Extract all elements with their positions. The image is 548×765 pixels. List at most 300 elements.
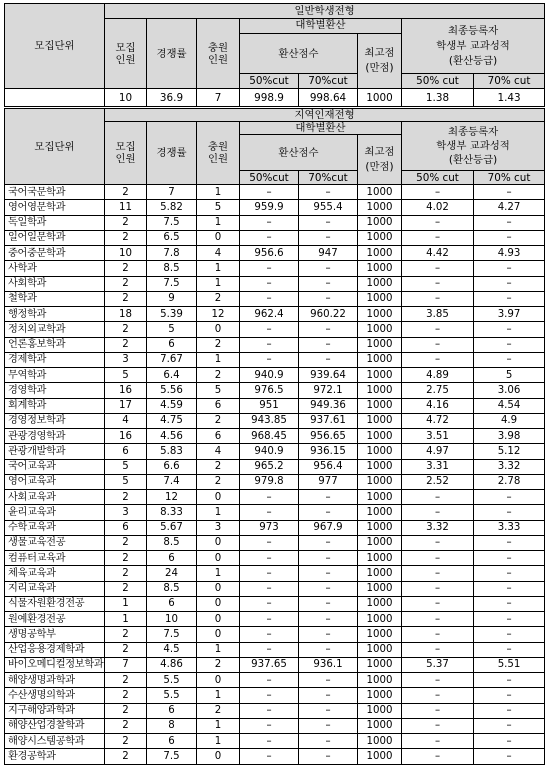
- table-cell: 10: [105, 246, 147, 261]
- table-cell: 7: [147, 185, 197, 200]
- table-cell: 16: [105, 383, 147, 398]
- dept-header: 모집단위: [5, 109, 105, 185]
- dept-cell: 행정학과: [5, 307, 105, 322]
- table-cell: 3.32: [474, 459, 545, 474]
- dept-cell: 컴퓨터교육과: [5, 551, 105, 566]
- final-reg-header: 최종등록자 학생부 교과성적 (환산등급): [402, 122, 545, 171]
- table-cell: 2: [105, 490, 147, 505]
- table-cell: 4: [197, 444, 240, 459]
- table-row: [5, 261, 545, 276]
- regional-section-title: 지역인재전형: [105, 109, 545, 122]
- table-cell: 962.4: [240, 307, 299, 322]
- table-cell: 1000: [358, 673, 402, 688]
- table-row: [5, 89, 545, 107]
- cut50-header: 50%cut: [240, 171, 299, 185]
- table-cell: –: [240, 291, 299, 306]
- table-cell: –: [402, 566, 474, 581]
- table-cell: 1: [197, 276, 240, 291]
- table-cell: 1: [105, 596, 147, 611]
- table-row: [5, 230, 545, 245]
- table-cell: –: [299, 627, 358, 642]
- table-row: [5, 276, 545, 291]
- table-cell: –: [474, 688, 545, 703]
- conversion-header: 대학별환산: [240, 122, 402, 135]
- table-cell: 1000: [358, 505, 402, 520]
- dept-cell: 해양산업경찰학과: [5, 718, 105, 733]
- table-cell: –: [240, 627, 299, 642]
- table-cell: 1000: [358, 89, 402, 107]
- table-cell: 0: [197, 322, 240, 337]
- table-cell: 965.2: [240, 459, 299, 474]
- table-cell: 2: [105, 291, 147, 306]
- table-cell: –: [299, 749, 358, 764]
- table-cell: 4.75: [147, 413, 197, 428]
- table-row: [5, 703, 545, 718]
- table-cell: 956.65: [299, 429, 358, 444]
- table-row: [5, 566, 545, 581]
- table-cell: 2: [105, 322, 147, 337]
- table-row: [5, 581, 545, 596]
- table-cell: 976.5: [240, 383, 299, 398]
- table-cell: 2: [105, 337, 147, 352]
- table-cell: 3: [105, 352, 147, 367]
- table-cell: 7.5: [147, 215, 197, 230]
- table-cell: 3: [197, 520, 240, 535]
- table-cell: –: [474, 612, 545, 627]
- table-cell: 936.1: [299, 657, 358, 672]
- table-cell: 1000: [358, 535, 402, 550]
- table-cell: –: [240, 566, 299, 581]
- table-cell: 6: [105, 520, 147, 535]
- table-cell: 1000: [358, 688, 402, 703]
- table-cell: 11: [105, 200, 147, 215]
- table-cell: 2: [105, 230, 147, 245]
- table-cell: 6: [147, 734, 197, 749]
- table-cell: 951: [240, 398, 299, 413]
- table-cell: 7.8: [147, 246, 197, 261]
- table-cell: –: [299, 566, 358, 581]
- table-cell: 3: [105, 505, 147, 520]
- dept-cell: 중어중문학과: [5, 246, 105, 261]
- table-cell: –: [240, 688, 299, 703]
- table-row: [5, 535, 545, 550]
- table-cell: 2: [105, 749, 147, 764]
- dept-cell: 영어영문학과: [5, 200, 105, 215]
- table-cell: 12: [147, 490, 197, 505]
- table-cell: 12: [197, 307, 240, 322]
- table-cell: –: [299, 718, 358, 733]
- table-cell: 2: [197, 703, 240, 718]
- table-cell: 2: [105, 535, 147, 550]
- table-cell: –: [474, 535, 545, 550]
- dept-cell: 해양시스템공학과: [5, 734, 105, 749]
- table-cell: –: [402, 642, 474, 657]
- table-cell: –: [474, 490, 545, 505]
- table-cell: –: [299, 215, 358, 230]
- cut50-header: 50%cut: [240, 74, 299, 89]
- table-cell: –: [240, 581, 299, 596]
- table-cell: 2: [197, 337, 240, 352]
- table-cell: 0: [197, 535, 240, 550]
- table-cell: 1: [197, 718, 240, 733]
- table-cell: 1000: [358, 566, 402, 581]
- table-cell: 1000: [358, 322, 402, 337]
- quota-header: 모집 인원: [105, 122, 147, 185]
- table-cell: 5.5: [147, 688, 197, 703]
- table-cell: 1000: [358, 474, 402, 489]
- dept-cell: 일어일문학과: [5, 230, 105, 245]
- table-cell: 2: [105, 703, 147, 718]
- table-cell: –: [299, 551, 358, 566]
- table-cell: 4.59: [147, 398, 197, 413]
- table-cell: –: [474, 322, 545, 337]
- table-cell: 2.52: [402, 474, 474, 489]
- table-cell: 7: [197, 89, 240, 107]
- table-cell: 2.75: [402, 383, 474, 398]
- table-cell: –: [299, 185, 358, 200]
- table-cell: 1: [105, 612, 147, 627]
- table-cell: 5: [105, 474, 147, 489]
- table-cell: 1000: [358, 551, 402, 566]
- table-row: [5, 291, 545, 306]
- table-cell: 3.32: [402, 520, 474, 535]
- table-cell: 5.67: [147, 520, 197, 535]
- table-row: [5, 642, 545, 657]
- dept-cell: 수학교육과: [5, 520, 105, 535]
- table-row: [5, 398, 545, 413]
- table-cell: 6: [147, 337, 197, 352]
- table-cell: 5: [105, 459, 147, 474]
- fill-header: 충원 인원: [197, 122, 240, 185]
- dept-cell: 정치외교학과: [5, 322, 105, 337]
- table-cell: –: [474, 505, 545, 520]
- table-cell: 4.93: [474, 246, 545, 261]
- table-cell: 1000: [358, 276, 402, 291]
- table-row: [5, 246, 545, 261]
- table-cell: –: [402, 612, 474, 627]
- table-cell: 1000: [358, 627, 402, 642]
- table-row: [5, 505, 545, 520]
- dept-cell: 지구해양과학과: [5, 703, 105, 718]
- table-cell: –: [402, 535, 474, 550]
- table-cell: 5: [197, 383, 240, 398]
- table-cell: 1000: [358, 215, 402, 230]
- table-cell: –: [402, 276, 474, 291]
- table-cell: 960.22: [299, 307, 358, 322]
- max-score-header: 최고점 (만점): [358, 135, 402, 185]
- table-cell: –: [474, 627, 545, 642]
- table-cell: 36.9: [147, 89, 197, 107]
- table-cell: 2: [197, 368, 240, 383]
- table-cell: –: [240, 322, 299, 337]
- table-cell: –: [402, 291, 474, 306]
- table-cell: –: [402, 703, 474, 718]
- table-cell: 1: [197, 688, 240, 703]
- table-cell: 2: [105, 261, 147, 276]
- table-cell: 1000: [358, 230, 402, 245]
- table-cell: 937.65: [240, 657, 299, 672]
- table-cell: 0: [197, 749, 240, 764]
- table-cell: 956.4: [299, 459, 358, 474]
- table-cell: 4.54: [474, 398, 545, 413]
- table-cell: –: [299, 352, 358, 367]
- table-cell: –: [474, 566, 545, 581]
- table-cell: 1000: [358, 459, 402, 474]
- table-cell: 0: [197, 627, 240, 642]
- dept-cell: 수산생명의학과: [5, 688, 105, 703]
- table-cell: 1: [197, 352, 240, 367]
- table-cell: –: [299, 490, 358, 505]
- table-cell: 7.4: [147, 474, 197, 489]
- table-cell: –: [299, 703, 358, 718]
- table-cell: 2: [197, 291, 240, 306]
- table-cell: –: [240, 734, 299, 749]
- table-cell: 4.02: [402, 200, 474, 215]
- table-cell: –: [299, 230, 358, 245]
- table-row: [5, 185, 545, 200]
- table-row: [5, 215, 545, 230]
- table-cell: –: [474, 581, 545, 596]
- grade-cut50-header: 50% cut: [402, 74, 474, 89]
- table-cell: 1000: [358, 642, 402, 657]
- table-row: [5, 749, 545, 764]
- table-cell: 7.5: [147, 749, 197, 764]
- table-cell: 5.56: [147, 383, 197, 398]
- table-cell: 1000: [358, 612, 402, 627]
- dept-cell: 사회학과: [5, 276, 105, 291]
- table-cell: 979.8: [240, 474, 299, 489]
- table-cell: –: [299, 673, 358, 688]
- table-row: [5, 429, 545, 444]
- dept-cell: 국어국문학과: [5, 185, 105, 200]
- table-cell: 1000: [358, 596, 402, 611]
- table-row: [5, 474, 545, 489]
- table-cell: 2.78: [474, 474, 545, 489]
- table-cell: 2: [105, 688, 147, 703]
- general-admission-table: [4, 3, 545, 107]
- competition-header: 경쟁률: [147, 122, 197, 185]
- table-cell: 4.97: [402, 444, 474, 459]
- table-cell: 2: [105, 673, 147, 688]
- table-cell: 3.51: [402, 429, 474, 444]
- dept-cell: 무역학과: [5, 368, 105, 383]
- table-cell: 943.85: [240, 413, 299, 428]
- table-cell: –: [402, 673, 474, 688]
- table-row: [5, 490, 545, 505]
- table-cell: 1000: [358, 337, 402, 352]
- table-cell: –: [474, 642, 545, 657]
- dept-cell: 경영정보학과: [5, 413, 105, 428]
- table-cell: 1000: [358, 368, 402, 383]
- table-cell: 4.27: [474, 200, 545, 215]
- table-cell: –: [474, 703, 545, 718]
- table-cell: 959.9: [240, 200, 299, 215]
- competition-header: 경쟁률: [147, 19, 197, 89]
- table-cell: –: [402, 596, 474, 611]
- table-cell: 5.5: [147, 673, 197, 688]
- table-cell: 956.6: [240, 246, 299, 261]
- table-cell: 940.9: [240, 444, 299, 459]
- table-cell: 10: [105, 89, 147, 107]
- table-cell: 6: [147, 703, 197, 718]
- table-cell: 1000: [358, 413, 402, 428]
- table-cell: –: [299, 596, 358, 611]
- table-cell: –: [240, 703, 299, 718]
- conv-score-header: 환산점수: [240, 34, 358, 74]
- table-cell: 6.4: [147, 368, 197, 383]
- fill-header: 충원 인원: [197, 19, 240, 89]
- dept-cell: 체육교육과: [5, 566, 105, 581]
- table-cell: –: [299, 505, 358, 520]
- dept-cell: 지리교육과: [5, 581, 105, 596]
- table-cell: –: [240, 215, 299, 230]
- table-cell: 2: [197, 459, 240, 474]
- table-cell: –: [402, 337, 474, 352]
- dept-cell: 회계학과: [5, 398, 105, 413]
- dept-cell: 생명공학부: [5, 627, 105, 642]
- table-cell: 5: [197, 200, 240, 215]
- conv-score-header: 환산점수: [240, 135, 358, 171]
- table-cell: 3.33: [474, 520, 545, 535]
- table-cell: 1: [197, 185, 240, 200]
- table-cell: –: [474, 734, 545, 749]
- grade-cut70-header: 70% cut: [474, 171, 545, 185]
- table-cell: 2: [105, 566, 147, 581]
- max-score-header: 최고점 (만점): [358, 34, 402, 89]
- table-cell: 4.9: [474, 413, 545, 428]
- table-cell: –: [402, 551, 474, 566]
- table-cell: 1000: [358, 581, 402, 596]
- table-row: [5, 337, 545, 352]
- table-cell: 1000: [358, 383, 402, 398]
- table-cell: –: [240, 490, 299, 505]
- table-cell: –: [240, 551, 299, 566]
- table-cell: –: [474, 352, 545, 367]
- table-cell: 17: [105, 398, 147, 413]
- table-cell: 8.5: [147, 581, 197, 596]
- table-cell: 940.9: [240, 368, 299, 383]
- table-cell: 10: [147, 612, 197, 627]
- table-cell: 4.72: [402, 413, 474, 428]
- table-row: [5, 307, 545, 322]
- table-cell: 2: [105, 551, 147, 566]
- table-cell: –: [402, 352, 474, 367]
- table-cell: 1000: [358, 444, 402, 459]
- table-cell: 2: [105, 581, 147, 596]
- table-cell: 1000: [358, 429, 402, 444]
- table-cell: 0: [197, 596, 240, 611]
- table-cell: 1000: [358, 261, 402, 276]
- dept-header: 모집단위: [5, 4, 105, 89]
- table-cell: 1000: [358, 200, 402, 215]
- table-row: [5, 612, 545, 627]
- table-cell: –: [299, 261, 358, 276]
- table-cell: 5.83: [147, 444, 197, 459]
- table-row: [5, 734, 545, 749]
- grade-cut70-header: 70% cut: [474, 74, 545, 89]
- table-cell: 3.98: [474, 429, 545, 444]
- table-cell: 16: [105, 429, 147, 444]
- table-cell: –: [240, 261, 299, 276]
- table-row: [5, 368, 545, 383]
- table-cell: –: [240, 642, 299, 657]
- table-cell: 7.67: [147, 352, 197, 367]
- table-cell: 1: [197, 505, 240, 520]
- table-row: [5, 322, 545, 337]
- table-cell: 8.5: [147, 535, 197, 550]
- table-cell: 5: [147, 322, 197, 337]
- table-cell: 3.31: [402, 459, 474, 474]
- table-cell: 1000: [358, 185, 402, 200]
- table-cell: 5: [474, 368, 545, 383]
- table-cell: 2: [105, 185, 147, 200]
- dept-cell: 국어교육과: [5, 459, 105, 474]
- dept-cell: 철학과: [5, 291, 105, 306]
- table-cell: 0: [197, 490, 240, 505]
- general-section-title: 일반학생전형: [105, 4, 545, 19]
- table-row: [5, 352, 545, 367]
- table-cell: –: [402, 734, 474, 749]
- table-cell: 6: [197, 398, 240, 413]
- table-cell: 2: [105, 642, 147, 657]
- table-cell: –: [299, 612, 358, 627]
- table-cell: 937.61: [299, 413, 358, 428]
- table-cell: 4.16: [402, 398, 474, 413]
- table-cell: 1: [197, 261, 240, 276]
- table-cell: 2: [105, 215, 147, 230]
- table-cell: 977: [299, 474, 358, 489]
- table-cell: 0: [197, 551, 240, 566]
- table-row: [5, 688, 545, 703]
- table-cell: –: [474, 337, 545, 352]
- table-cell: 6: [147, 551, 197, 566]
- table-cell: 2: [197, 474, 240, 489]
- table-cell: 1: [197, 642, 240, 657]
- dept-cell: 원예환경전공: [5, 612, 105, 627]
- table-cell: 3.85: [402, 307, 474, 322]
- dept-cell: 바이오메디컬정보학과: [5, 657, 105, 672]
- table-cell: 2: [197, 657, 240, 672]
- table-cell: 6: [105, 444, 147, 459]
- table-cell: –: [299, 535, 358, 550]
- table-cell: 5: [105, 368, 147, 383]
- table-cell: –: [402, 322, 474, 337]
- table-cell: –: [299, 291, 358, 306]
- table-cell: 4: [105, 413, 147, 428]
- dept-cell: [5, 89, 105, 107]
- table-cell: 0: [197, 673, 240, 688]
- table-cell: –: [402, 215, 474, 230]
- table-cell: 3.06: [474, 383, 545, 398]
- table-cell: –: [474, 718, 545, 733]
- table-cell: 1000: [358, 657, 402, 672]
- table-cell: 968.45: [240, 429, 299, 444]
- table-cell: 2: [105, 627, 147, 642]
- table-cell: 1000: [358, 703, 402, 718]
- table-cell: –: [474, 551, 545, 566]
- table-cell: –: [402, 627, 474, 642]
- table-cell: 5.37: [402, 657, 474, 672]
- table-cell: 1: [197, 215, 240, 230]
- table-cell: 7.5: [147, 627, 197, 642]
- table-cell: –: [402, 261, 474, 276]
- table-row: [5, 673, 545, 688]
- dept-cell: 환경공학과: [5, 749, 105, 764]
- dept-cell: 관광경영학과: [5, 429, 105, 444]
- table-cell: –: [474, 749, 545, 764]
- dept-cell: 독일학과: [5, 215, 105, 230]
- table-cell: 972.1: [299, 383, 358, 398]
